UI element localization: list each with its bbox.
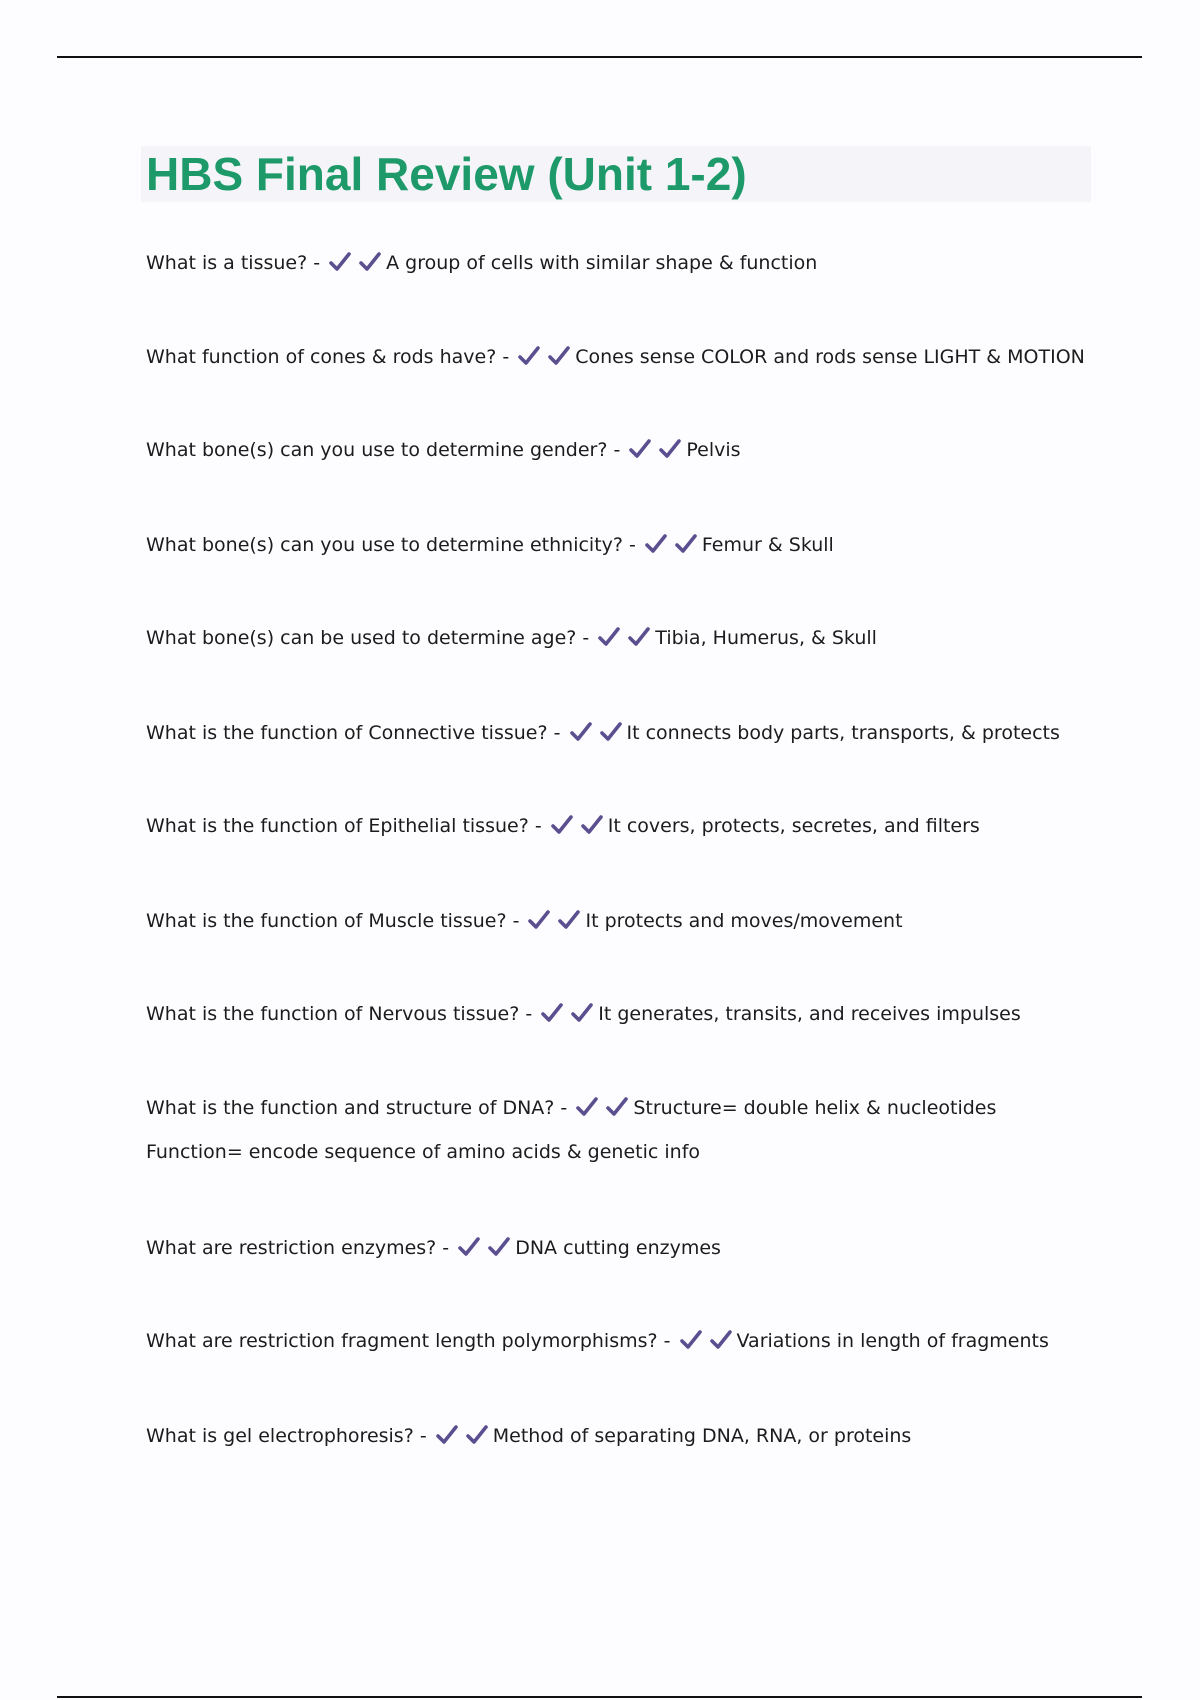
question-text: What bone(s) can be used to determine age?	[146, 627, 577, 649]
separator: -	[506, 910, 526, 932]
checkmark-icon	[709, 1329, 733, 1351]
separator: -	[554, 1097, 574, 1119]
checkmark-icon	[599, 721, 623, 743]
answer-text: DNA cutting enzymes	[515, 1237, 721, 1259]
checkmark-icon	[358, 251, 382, 273]
checkmark-icon	[627, 626, 651, 648]
answer-text: It connects body parts, transports, & protects	[626, 722, 1060, 744]
separator: -	[436, 1237, 456, 1259]
checkmark-icon	[605, 1096, 629, 1118]
answer-text: It covers, protects, secretes, and filters	[607, 815, 980, 837]
qa-item	[146, 626, 877, 649]
question-text: What is the function of Epithelial tissue?	[146, 815, 529, 837]
separator: -	[307, 252, 327, 274]
question-text: What is the function of Muscle tissue?	[146, 910, 507, 932]
answer-text: Tibia, Humerus, & Skull	[655, 627, 877, 649]
separator: -	[496, 346, 516, 368]
checkmark-icon	[570, 1002, 594, 1024]
checkmark-icon	[517, 345, 541, 367]
answer-text: Cones sense COLOR and rods sense LIGHT & MOTION	[575, 346, 1085, 368]
question-text: What is gel electrophoresis?	[146, 1425, 414, 1447]
top-rule	[57, 56, 1142, 58]
qa-item	[146, 1424, 911, 1447]
checkmark-icon	[569, 721, 593, 743]
checkmark-icon	[465, 1424, 489, 1446]
checkmark-icon	[540, 1002, 564, 1024]
question-text: What are restriction fragment length polymorphisms?	[146, 1330, 658, 1352]
page-title: HBS Final Review (Unit 1-2)	[146, 148, 747, 200]
checkmark-icon	[679, 1329, 703, 1351]
qa-item	[146, 533, 834, 556]
qa-item	[146, 345, 1085, 368]
checkmark-icon	[435, 1424, 459, 1446]
checkmark-icon	[487, 1236, 511, 1258]
answer-text: It protects and moves/movement	[585, 910, 903, 932]
separator: -	[657, 1330, 677, 1352]
checkmark-icon	[527, 909, 551, 931]
checkmark-icon	[575, 1096, 599, 1118]
checkmark-icon	[628, 438, 652, 460]
qa-item	[146, 1329, 1049, 1352]
question-text: What bone(s) can you use to determine gender?	[146, 439, 608, 461]
checkmark-icon	[597, 626, 621, 648]
qa-item	[146, 721, 1060, 744]
answer-text: Structure= double helix & nucleotides	[633, 1097, 997, 1119]
qa-item	[146, 1002, 1021, 1025]
separator: -	[576, 627, 596, 649]
checkmark-icon	[658, 438, 682, 460]
question-text: What function of cones & rods have?	[146, 346, 497, 368]
checkmark-icon	[674, 533, 698, 555]
answer-text: A group of cells with similar shape & function	[386, 252, 818, 274]
answer-text: Femur & Skull	[701, 534, 834, 556]
separator: -	[622, 534, 642, 556]
checkmark-icon	[328, 251, 352, 273]
qa-item	[146, 814, 980, 837]
separator: -	[519, 1003, 539, 1025]
answer-text: Pelvis	[686, 439, 741, 461]
separator: -	[607, 439, 627, 461]
checkmark-icon	[547, 345, 571, 367]
checkmark-icon	[457, 1236, 481, 1258]
question-text: What is the function of Connective tissue?	[146, 722, 548, 744]
qa-item	[146, 251, 817, 274]
answer-text: Variations in length of fragments	[736, 1330, 1049, 1352]
checkmark-icon	[644, 533, 668, 555]
qa-item	[146, 438, 741, 461]
separator: -	[413, 1425, 433, 1447]
qa-item	[146, 909, 903, 932]
question-text: What are restriction enzymes?	[146, 1237, 437, 1259]
question-text: What is a tissue?	[146, 252, 308, 274]
checkmark-icon	[550, 814, 574, 836]
answer-text: Method of separating DNA, RNA, or proteins	[492, 1425, 912, 1447]
checkmark-icon	[580, 814, 604, 836]
qa-item	[146, 1096, 996, 1119]
qa-item	[146, 1236, 721, 1259]
separator: -	[528, 815, 548, 837]
bottom-rule	[57, 1696, 1142, 1698]
checkmark-icon	[557, 909, 581, 931]
question-text: What is the function and structure of DNA?	[146, 1097, 555, 1119]
question-text: What is the function of Nervous tissue?	[146, 1003, 520, 1025]
answer-text: It generates, transits, and receives impulses	[598, 1003, 1021, 1025]
separator: -	[547, 722, 567, 744]
answer-continuation: Function= encode sequence of amino acids & genetic info	[146, 1141, 701, 1163]
question-text: What bone(s) can you use to determine ethnicity?	[146, 534, 623, 556]
